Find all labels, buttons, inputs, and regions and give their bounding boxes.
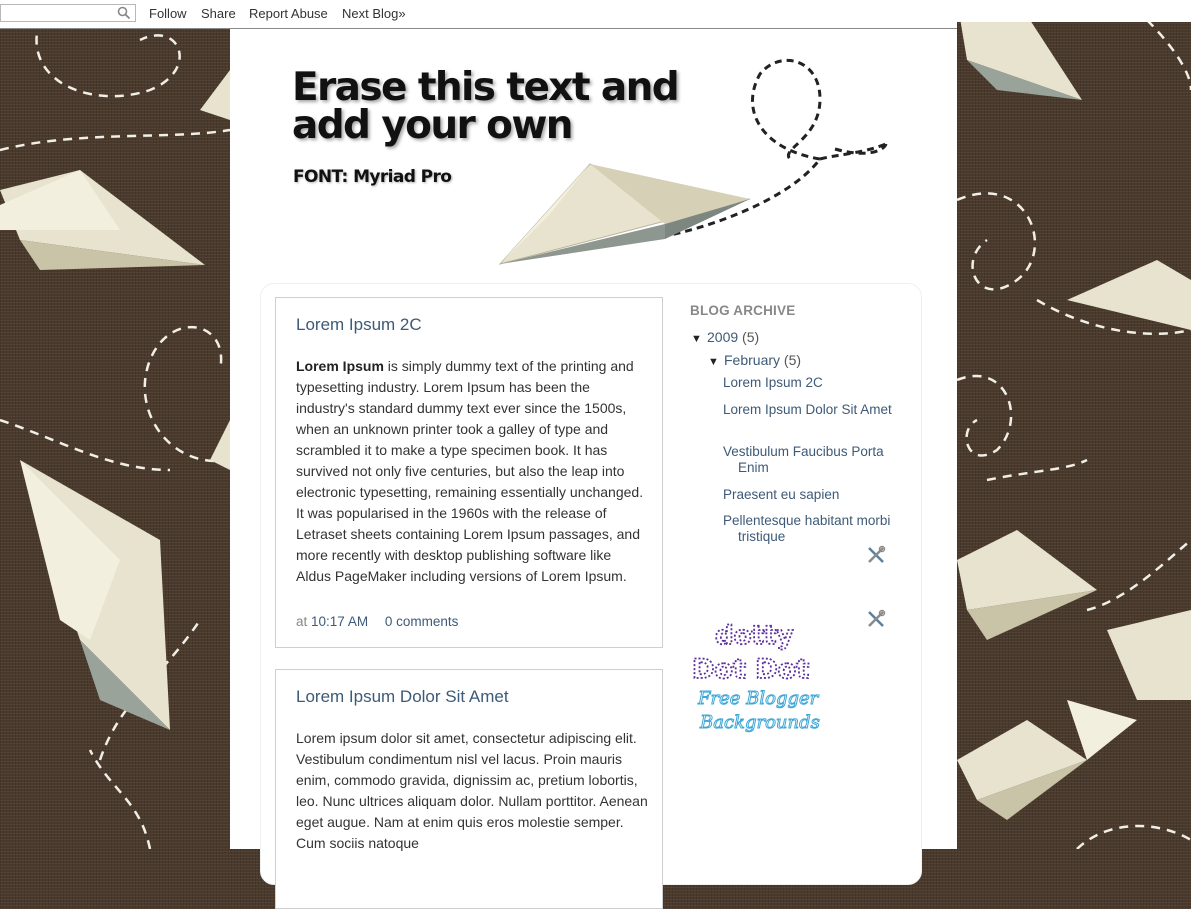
- share-link[interactable]: Share: [201, 6, 236, 21]
- search-icon[interactable]: [117, 6, 131, 25]
- triangle-down-icon[interactable]: ▼: [691, 333, 702, 345]
- post-body-bold: Lorem Ipsum: [296, 358, 384, 374]
- blog-archive-heading: BLOG ARCHIVE: [690, 303, 796, 318]
- post-body: [296, 356, 648, 587]
- navbar-right-strip: [957, 0, 1191, 22]
- archive-post-link[interactable]: Praesent eu sapien: [723, 487, 840, 502]
- archive-year-row: [691, 329, 759, 345]
- next-blog-link[interactable]: Next Blog»: [342, 6, 406, 21]
- background-right-paper-planes: [957, 0, 1191, 849]
- logo-line-3: Free Blogger: [698, 688, 819, 709]
- post-title[interactable]: Lorem Ipsum 2C: [296, 315, 422, 334]
- post-body-text: is simply dummy text of the printing and typesetting industry. Lorem Ipsum has been the industry's standard dummy text ever since the 1500s, when an unknown printer took a galley of type and scrambled it to make a type specimen book. It has survived not only five centuries, but also the leap into electronic typesetting, remaining essentially unchanged. It was popularised in the 1960s with the release of Letraset sheets containing Lorem Ipsum passages, and more recently with desktop publishing software like Aldus PageMaker including versions of Lorem Ipsum.: [296, 358, 644, 584]
- content-column: [230, 29, 957, 849]
- dotty-dot-dot-logo: [690, 620, 820, 740]
- search-box[interactable]: [0, 4, 136, 22]
- archive-year-link[interactable]: 2009: [707, 329, 739, 345]
- archive-month-row: [708, 352, 801, 368]
- follow-link[interactable]: Follow: [149, 6, 187, 21]
- archive-post-link[interactable]: Lorem Ipsum Dolor Sit Amet: [723, 402, 892, 417]
- blog-title[interactable]: Erase this text and add your own: [292, 65, 679, 148]
- search-input[interactable]: [5, 7, 121, 23]
- screwdriver-wrench-icon[interactable]: [866, 545, 886, 570]
- logo-line-2: Dot Dot: [692, 654, 810, 685]
- post-footer-prefix: at: [296, 614, 308, 629]
- logo-line-1: dotty: [715, 621, 794, 651]
- archive-post-link[interactable]: Vestibulum Faucibus Porta Enim: [723, 444, 884, 475]
- archive-post-link[interactable]: Pellentesque habitant morbi tristique: [723, 513, 891, 544]
- dotty-dot-dot-logo-link[interactable]: [690, 620, 820, 745]
- archive-month-count: (5): [783, 352, 802, 368]
- post-body: Lorem ipsum dolor sit amet, consectetur adipiscing elit. Vestibulum condimentum nisl vel lacus. Proin mauris enim, commodo gravida, dignissim ac, pretium lobortis, leo. Nunc ultrices aliquam dolor. Nullam porttitor. Aenean eget augue. Nam at enim quis eros molestie semper. Cum sociis natoque: [296, 730, 648, 851]
- post-card: [275, 297, 663, 648]
- blog-description: FONT: Myriad Pro: [293, 167, 452, 187]
- post-comments-link[interactable]: 0 comments: [384, 614, 459, 629]
- background-left-paper-planes: [0, 0, 230, 849]
- post-timestamp-link[interactable]: 10:17 AM: [311, 614, 369, 629]
- screwdriver-wrench-icon[interactable]: [866, 609, 886, 634]
- blogger-navbar: [0, 0, 957, 29]
- post-title[interactable]: Lorem Ipsum Dolor Sit Amet: [296, 687, 509, 706]
- post-footer: [296, 614, 458, 629]
- triangle-down-icon[interactable]: ▼: [708, 356, 719, 368]
- archive-month-link[interactable]: February: [724, 352, 781, 368]
- archive-year-count: (5): [742, 329, 760, 345]
- post-card: [275, 669, 663, 909]
- archive-post-link[interactable]: Lorem Ipsum 2C: [723, 375, 823, 390]
- logo-line-4: Backgrounds: [700, 712, 820, 733]
- report-abuse-link[interactable]: Report Abuse: [249, 6, 328, 21]
